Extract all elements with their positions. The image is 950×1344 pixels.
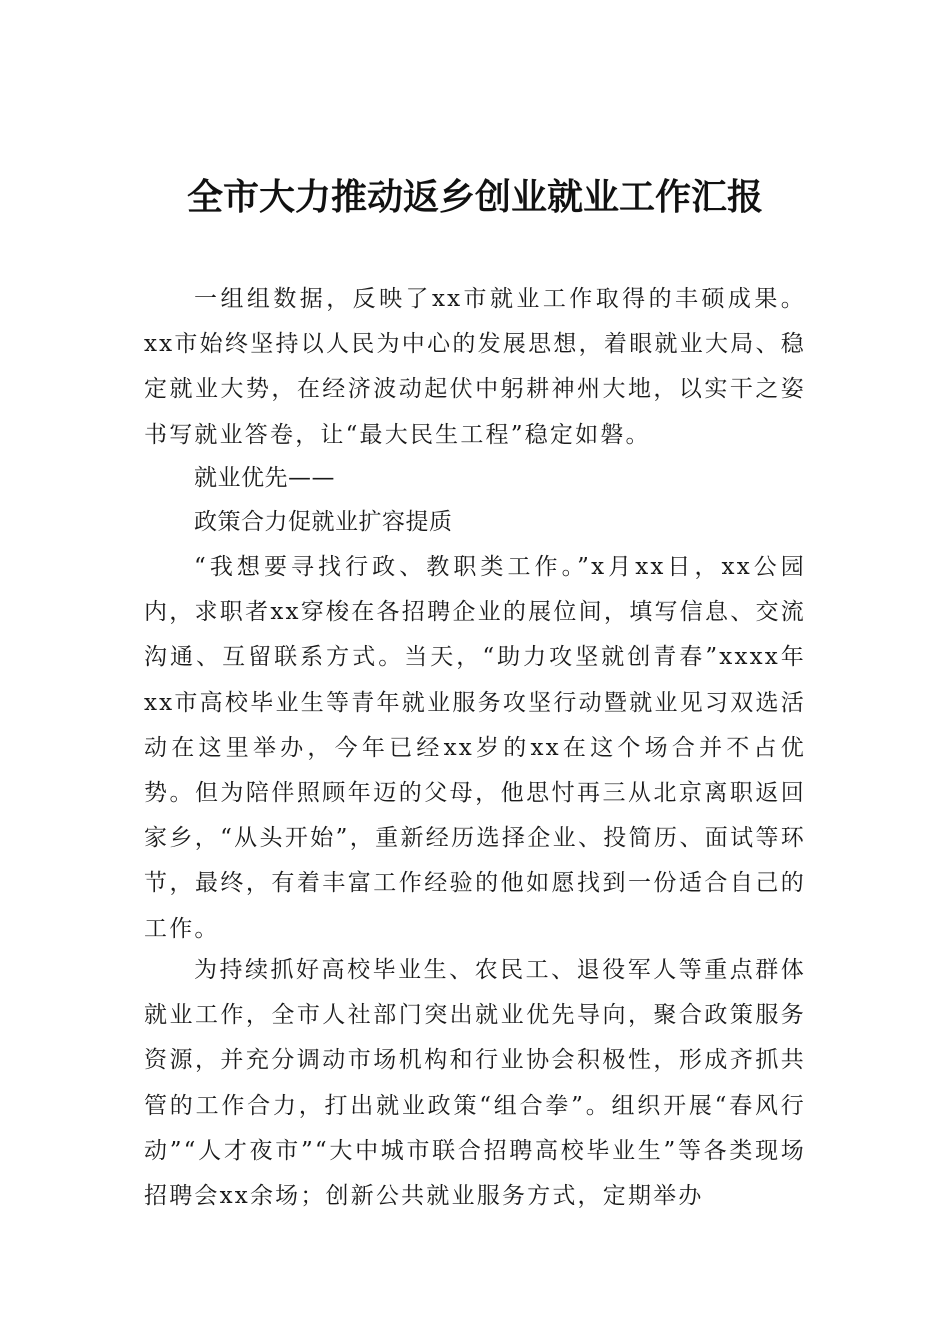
paragraph-intro: 一组组数据，反映了xx市就业工作取得的丰硕成果。xx市始终坚持以人民为中心的发展思想，着眼就业大局、稳定就业大势，在经济波动起伏中躬耕神州大地，以实干之姿书写就业答卷，让“最大民生工程”稳定如磐。 (144, 286, 806, 448)
section-heading: 就业优先—— (194, 465, 335, 491)
paragraph-policy: 为持续抓好高校毕业生、农民工、退役军人等重点群体就业工作，全市人社部门突出就业优先导向，聚合政策服务资源，并充分调动市场机构和行业协会积极性，形成齐抓共管的工作合力，打出就业政策“组合拳”。组织开展“春风行动”“人才夜市”“大中城市联合招聘高校毕业生”等各类现场招聘会xx余场；创新公共就业服务方式，定期举办 (144, 957, 806, 1210)
document-title: 全市大力推动返乡创业就业工作汇报 (186, 176, 763, 218)
paragraph-job-seeker: “我想要寻找行政、教职类工作。”x月xx日，xx公园内，求职者xx穿梭在各招聘企业的展位间，填写信息、交流沟通、互留联系方式。当天，“助力攻坚就创青春”xxxx年xx市高校毕业生等青年就业服务攻坚行动暨就业见习双选活动在这里举办，今年已经xx岁的xx在这个场合并不占优势。但为陪伴照顾年迈的父母，他思忖再三从北京离职返回家乡，“从头开始”，重新经历选择企业、投简历、面试等环节，最终，有着丰富工作经验的他如愿找到一份适合自己的工作。 (144, 554, 806, 942)
section-subheading: 政策合力促就业扩容提质 (194, 509, 453, 535)
